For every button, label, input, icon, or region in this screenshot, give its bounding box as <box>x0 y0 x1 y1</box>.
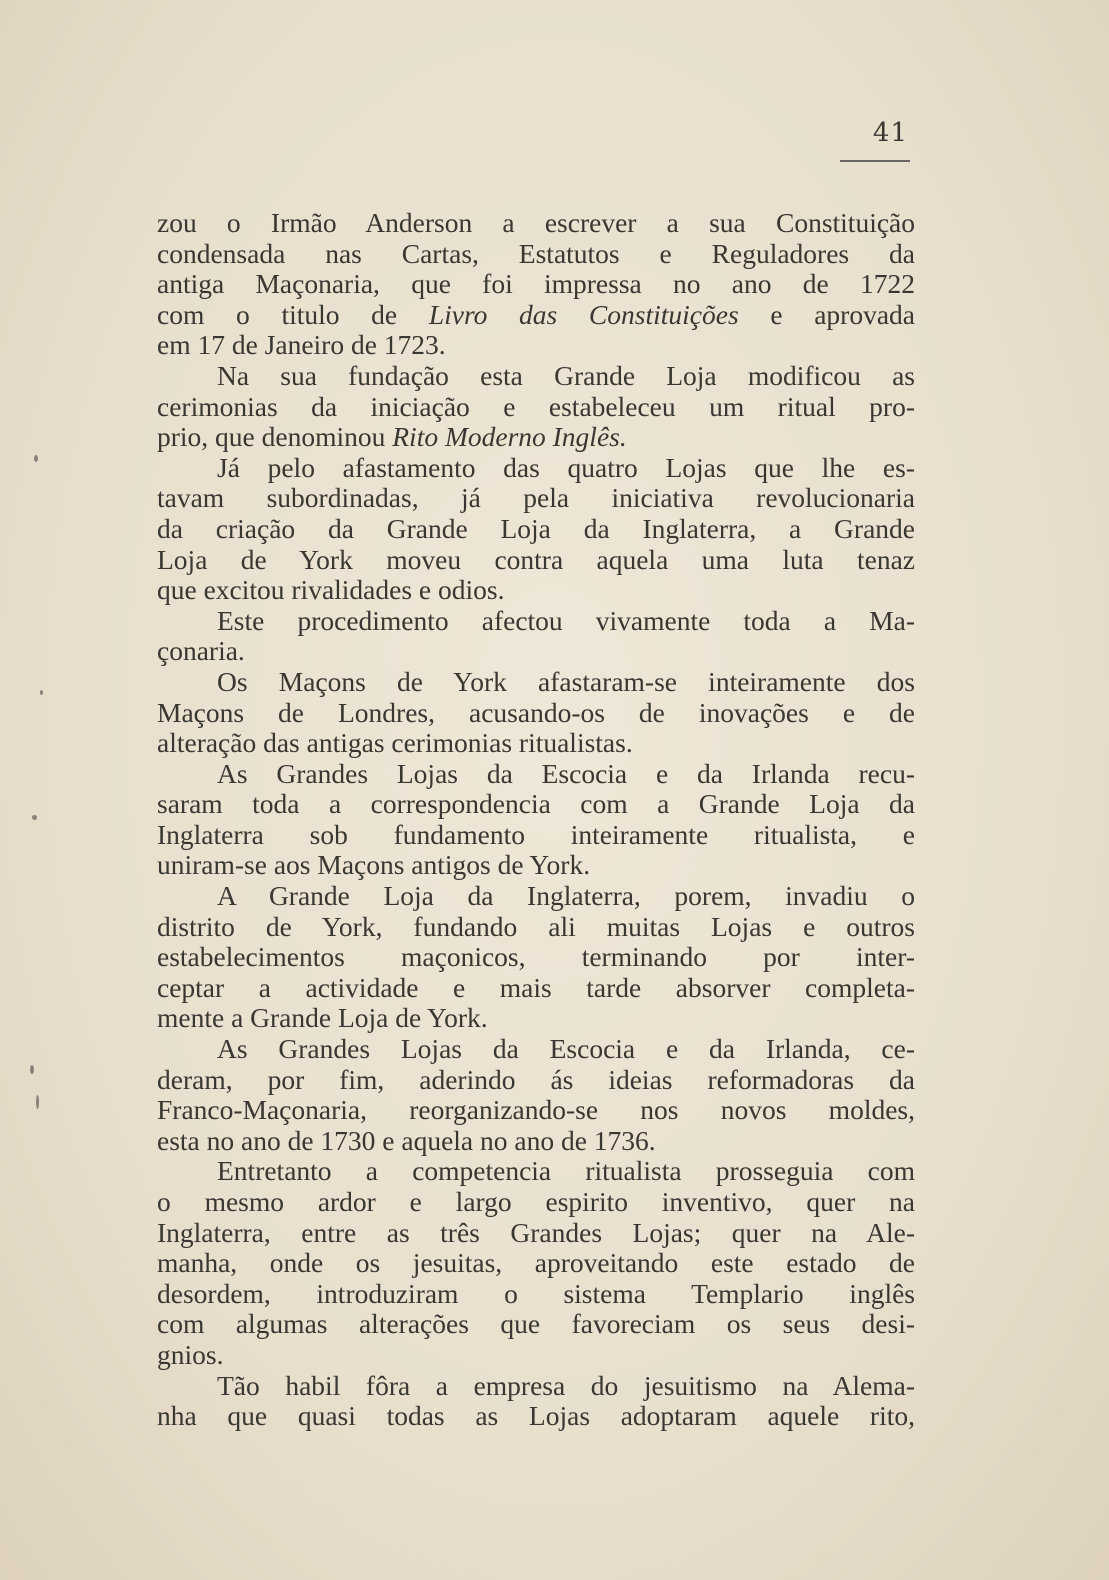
text-line <box>157 1034 915 1065</box>
text-run: gnios. <box>157 1338 224 1370</box>
text-line <box>157 1279 915 1310</box>
text-run: manha, onde os jesuitas, aproveitando este estado de <box>157 1247 915 1279</box>
text-line <box>157 1126 915 1157</box>
text-line <box>157 330 915 361</box>
paper-speck <box>36 1095 39 1109</box>
text-run: zou o Irmão Anderson a escrever a sua Constituição <box>157 207 915 238</box>
text-run: antiga Maçonaria, que foi impressa no ano de 1722 <box>157 268 915 300</box>
text-run: deram, por fim, aderindo ás ideias reformadoras da <box>157 1063 915 1095</box>
text-run: desordem, introduziram o sistema Templario inglês <box>157 1277 915 1309</box>
page-number: 41 <box>872 118 908 148</box>
text-run: prio, que denominou <box>157 421 393 453</box>
text-line <box>157 881 915 912</box>
text-run: Na sua fundação esta Grande Loja modificou as <box>217 359 915 391</box>
text-run: cerimonias da iniciação e estabeleceu um ritual pro- <box>157 390 915 422</box>
text-run: condensada nas Cartas, Estatutos e Reguladores da <box>157 237 915 269</box>
text-line <box>157 1218 915 1249</box>
page-number-rule <box>840 160 910 162</box>
body-text <box>157 208 915 1432</box>
text-run: ceptar a actividade e mais tarde absorver completa- <box>157 971 915 1003</box>
text-line <box>157 789 915 820</box>
text-run: uniram-se aos Maçons antigos de York. <box>157 849 591 881</box>
text-run: e aprovada <box>738 298 915 330</box>
text-run: tavam subordinadas, já pela iniciativa revolucionaria <box>157 482 915 514</box>
text-line <box>157 912 915 943</box>
text-line <box>157 973 915 1004</box>
text-run: Este procedimento afectou vivamente toda a Ma- <box>217 604 915 636</box>
italic-title: Rito Moderno Inglês. <box>392 421 627 453</box>
text-run: esta no ano de 1730 e aquela no ano de 1736. <box>157 1124 656 1156</box>
text-run: çonaria. <box>157 635 245 667</box>
text-run: As Grandes Lojas da Escocia e da Irlanda, ce- <box>217 1033 915 1065</box>
text-run: alteração das antigas cerimonias ritualistas. <box>157 727 633 759</box>
text-run: com algumas alterações que favoreciam os seus desi- <box>157 1308 915 1340</box>
text-line <box>157 606 915 637</box>
text-line <box>157 1156 915 1187</box>
paper-speck <box>32 815 37 820</box>
text-run: Inglaterra, entre as três Grandes Lojas; quer na Ale- <box>157 1216 915 1248</box>
text-line <box>157 698 915 729</box>
paper-speck <box>40 690 43 695</box>
text-line <box>157 545 915 576</box>
text-line <box>157 392 915 423</box>
text-line <box>157 361 915 392</box>
text-line <box>157 1095 915 1126</box>
text-line <box>157 1371 915 1402</box>
text-line <box>157 300 915 331</box>
text-line <box>157 483 915 514</box>
text-line <box>157 1248 915 1279</box>
text-line <box>157 514 915 545</box>
text-line <box>157 942 915 973</box>
text-run: em 17 de Janeiro de 1723. <box>157 329 446 361</box>
text-run: que excitou rivalidades e odios. <box>157 574 505 606</box>
text-run: A Grande Loja da Inglaterra, porem, invadiu o <box>217 880 915 912</box>
text-line <box>157 636 915 667</box>
text-line <box>157 850 915 881</box>
text-run: distrito de York, fundando ali muitas Lojas e outros <box>157 910 915 942</box>
text-line <box>157 667 915 698</box>
text-line <box>157 269 915 300</box>
paper-speck <box>30 1065 34 1074</box>
text-run: da criação da Grande Loja da Inglaterra, a Grande <box>157 512 915 544</box>
text-line <box>157 208 915 239</box>
text-run: mente a Grande Loja de York. <box>157 1002 488 1034</box>
text-line <box>157 1309 915 1340</box>
text-run: As Grandes Lojas da Escocia e da Irlanda recu- <box>217 757 915 789</box>
text-run: Franco-Maçonaria, reorganizando-se nos novos moldes, <box>157 1094 915 1126</box>
text-line <box>157 1065 915 1096</box>
text-line <box>157 759 915 790</box>
text-run: nha que quasi todas as Lojas adoptaram aquele rito, <box>157 1400 915 1432</box>
text-line <box>157 422 915 453</box>
italic-title: Livro das Constituições <box>428 298 739 330</box>
text-run: Entretanto a competencia ritualista prosseguia com <box>217 1155 915 1187</box>
text-line <box>157 820 915 851</box>
paper-speck <box>34 455 38 462</box>
text-line <box>157 453 915 484</box>
text-line <box>157 728 915 759</box>
text-line <box>157 575 915 606</box>
text-run: Já pelo afastamento das quatro Lojas que lhe es- <box>217 451 915 483</box>
text-run: Inglaterra sob fundamento inteiramente ritualista, e <box>157 818 915 850</box>
text-line <box>157 1003 915 1034</box>
text-run: Loja de York moveu contra aquela uma luta tenaz <box>157 543 915 575</box>
text-line <box>157 1340 915 1371</box>
text-run: com o titulo de <box>157 298 429 330</box>
text-run: Tão habil fôra a empresa do jesuitismo na Alema- <box>217 1369 915 1401</box>
text-run: Maçons de Londres, acusando-os de inovações e de <box>157 696 915 728</box>
text-run: saram toda a correspondencia com a Grande Loja da <box>157 788 915 820</box>
text-run: o mesmo ardor e largo espirito inventivo, quer na <box>157 1186 915 1217</box>
text-run: estabelecimentos maçonicos, terminando por inter- <box>157 941 915 973</box>
text-line <box>157 1401 915 1432</box>
text-run: Os Maçons de York afastaram-se inteiramente dos <box>217 665 915 697</box>
text-line <box>157 239 915 270</box>
text-line <box>157 1187 915 1218</box>
